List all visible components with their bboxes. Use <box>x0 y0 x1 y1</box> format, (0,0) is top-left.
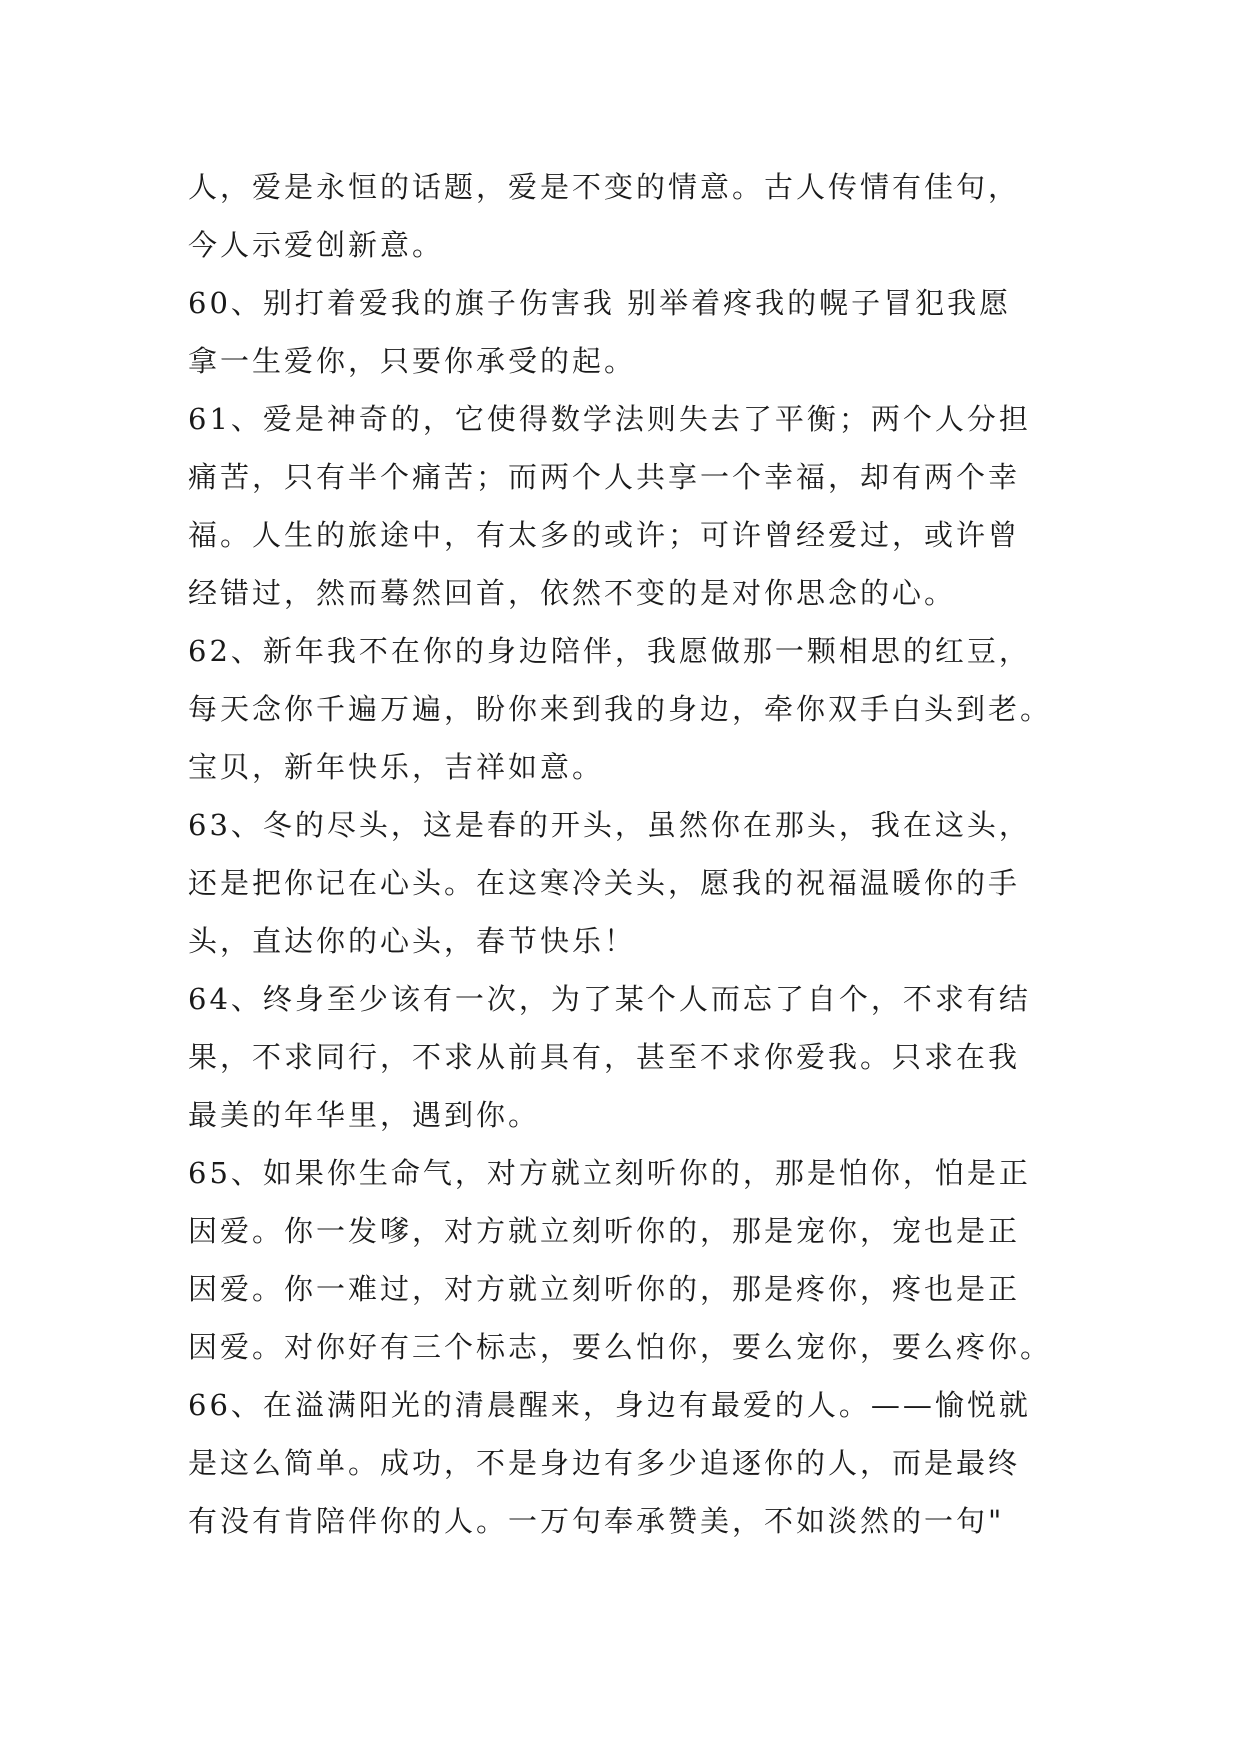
text-line: 是这么简单。成功，不是身边有多少追逐你的人，而是最终 <box>188 1446 1021 1480</box>
text-line: 宝贝，新年快乐，吉祥如意。 <box>188 750 605 784</box>
text-line: 64、终身至少该有一次，为了某个人而忘了自个，不求有结 <box>188 982 1031 1016</box>
text-line: 每天念你千遍万遍，盼你来到我的身边，牵你双手白头到老。 <box>188 692 1053 726</box>
text-line: 因爱。你一难过，对方就立刻听你的，那是疼你，疼也是正 <box>188 1272 1021 1306</box>
document-body <box>188 158 1058 1550</box>
text-line: 痛苦，只有半个痛苦；而两个人共享一个幸福，却有两个幸 <box>188 460 1021 494</box>
text-line: 65、如果你生命气，对方就立刻听你的，那是怕你，怕是正 <box>188 1156 1031 1190</box>
text-line: 61、爱是神奇的，它使得数学法则失去了平衡；两个人分担 <box>188 402 1031 436</box>
text-line: 人，爱是永恒的话题，爱是不变的情意。古人传情有佳句， <box>188 170 1021 204</box>
text-line: 最美的年华里，遇到你。 <box>188 1098 541 1132</box>
text-line: 因爱。对你好有三个标志，要么怕你，要么宠你，要么疼你。 <box>188 1330 1053 1364</box>
text-line: 拿一生爱你，只要你承受的起。 <box>188 344 637 378</box>
text-line: 有没有肯陪伴你的人。一万句奉承赞美，不如淡然的一句" <box>188 1504 1005 1538</box>
text-line: 经错过，然而蓦然回首，依然不变的是对你思念的心。 <box>188 576 957 610</box>
text-line: 还是把你记在心头。在这寒冷关头，愿我的祝福温暖你的手 <box>188 866 1021 900</box>
text-line: 63、冬的尽头，这是春的开头，虽然你在那头，我在这头， <box>188 808 1031 842</box>
text-line: 因爱。你一发嗲，对方就立刻听你的，那是宠你，宠也是正 <box>188 1214 1021 1248</box>
text-line: 福。人生的旅途中，有太多的或许；可许曾经爱过，或许曾 <box>188 518 1021 552</box>
text-line: 果，不求同行，不求从前具有，甚至不求你爱我。只求在我 <box>188 1040 1021 1074</box>
text-line: 今人示爱创新意。 <box>188 228 445 262</box>
text-line: 62、新年我不在你的身边陪伴，我愿做那一颗相思的红豆， <box>188 634 1031 668</box>
text-line: 60、别打着爱我的旗子伤害我 别举着疼我的幌子冒犯我愿 <box>188 286 1012 320</box>
text-line: 头，直达你的心头，春节快乐！ <box>188 924 637 958</box>
text-line: 66、在溢满阳光的清晨醒来，身边有最爱的人。——愉悦就 <box>188 1388 1031 1422</box>
